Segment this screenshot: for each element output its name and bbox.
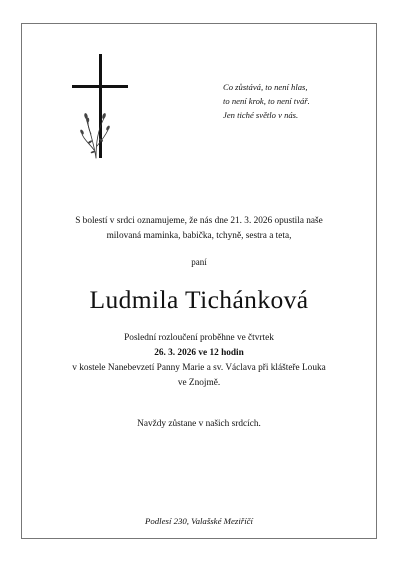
- quote-line: to není krok, to není tvář.: [223, 96, 310, 106]
- ceremony-place: v kostele Nanebevzetí Panny Marie a sv. Václava při klášteře Louka: [72, 363, 326, 373]
- obituary-card: [21, 23, 377, 539]
- closing-sentence: Navždy zůstane v našich srdcích.: [137, 419, 261, 429]
- ceremony-place: ve Znojmě.: [177, 378, 221, 388]
- announcement-line: S bolestí v srdci oznamujeme, že nás dne 21. 3. 2026 opustila naše: [75, 216, 323, 226]
- ceremony-intro: Poslední rozloučení proběhne ve čtvrtek: [124, 333, 274, 343]
- memorial-quote: [223, 80, 363, 122]
- family-address: Podlesí 230, Valašské Meziříčí: [145, 516, 253, 526]
- announcement-text: [22, 214, 376, 244]
- funeral-details: [22, 331, 376, 391]
- quote-line: Jen tiché světlo v nás.: [223, 110, 299, 120]
- honorific: paní: [191, 257, 207, 267]
- announcement-line: milovaná maminka, babička, tchyně, sestra a teta,: [106, 231, 292, 241]
- cross-with-flower-icon: [72, 54, 132, 160]
- deceased-name: Ludmila Tichánková: [89, 285, 309, 314]
- ceremony-datetime: 26. 3. 2026 ve 12 hodin: [154, 348, 244, 358]
- quote-line: Co zůstává, to není hlas,: [223, 82, 308, 92]
